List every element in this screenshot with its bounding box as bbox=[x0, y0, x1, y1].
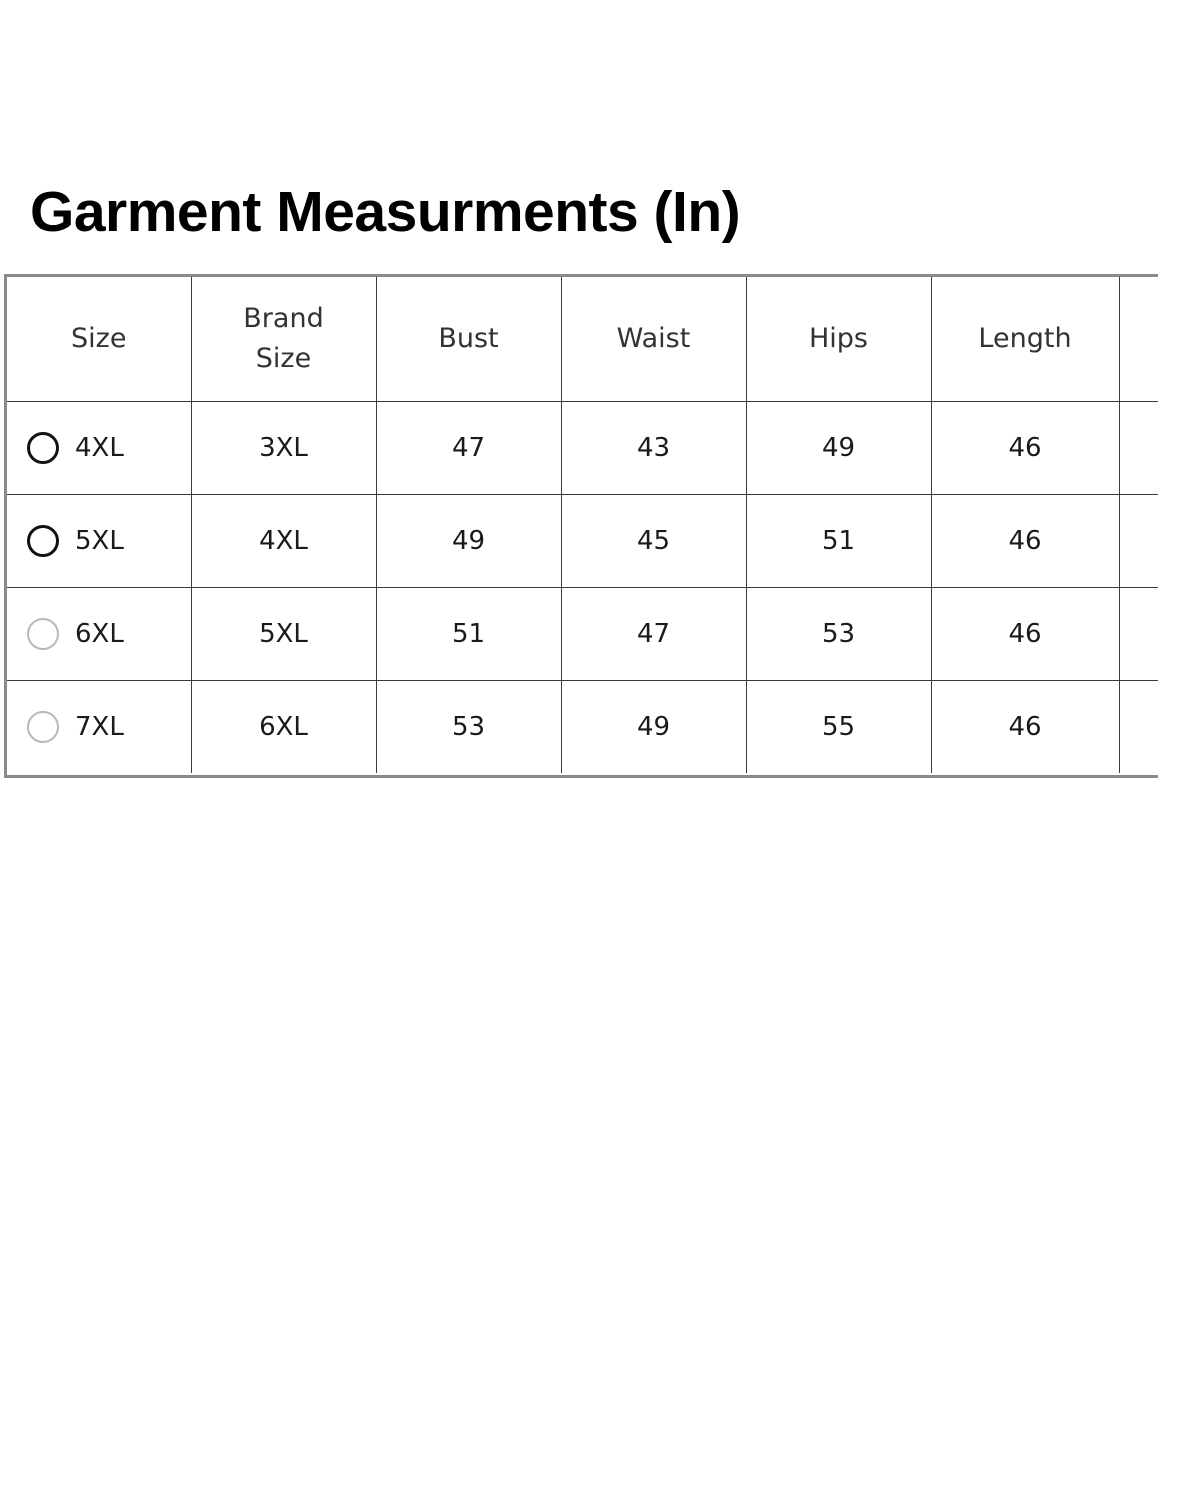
header-brand-size bbox=[191, 277, 376, 402]
header-waist: Waist bbox=[561, 277, 746, 402]
extra-cell bbox=[1119, 402, 1158, 495]
waist-cell: 43 bbox=[561, 402, 746, 495]
extra-cell bbox=[1119, 495, 1158, 588]
hips-cell: 55 bbox=[746, 681, 931, 774]
header-brand-size-label: Brand Size bbox=[243, 303, 324, 374]
size-cell bbox=[7, 681, 191, 774]
extra-cell bbox=[1119, 588, 1158, 681]
header-extra bbox=[1119, 277, 1158, 402]
waist-cell: 45 bbox=[561, 495, 746, 588]
bust-cell: 53 bbox=[376, 681, 561, 774]
length-cell: 46 bbox=[931, 402, 1119, 495]
brand-size-cell: 5XL bbox=[191, 588, 376, 681]
size-cell[interactable] bbox=[7, 495, 191, 588]
waist-cell: 49 bbox=[561, 681, 746, 774]
radio-5xl[interactable] bbox=[27, 525, 59, 557]
page-title: Garment Measurments (In) bbox=[30, 180, 741, 244]
size-label: 4XL bbox=[75, 433, 124, 463]
length-cell: 46 bbox=[931, 495, 1119, 588]
brand-size-cell: 4XL bbox=[191, 495, 376, 588]
length-cell: 46 bbox=[931, 681, 1119, 774]
table-header-row bbox=[7, 277, 1158, 402]
bust-cell: 49 bbox=[376, 495, 561, 588]
size-cell bbox=[7, 588, 191, 681]
hips-cell: 49 bbox=[746, 402, 931, 495]
bust-cell: 51 bbox=[376, 588, 561, 681]
bust-cell: 47 bbox=[376, 402, 561, 495]
waist-cell: 47 bbox=[561, 588, 746, 681]
table-row bbox=[7, 588, 1158, 681]
brand-size-cell: 6XL bbox=[191, 681, 376, 774]
radio-7xl bbox=[27, 711, 59, 743]
size-table bbox=[7, 277, 1158, 773]
radio-4xl[interactable] bbox=[27, 432, 59, 464]
table-row[interactable] bbox=[7, 495, 1158, 588]
extra-cell bbox=[1119, 681, 1158, 774]
table-row[interactable] bbox=[7, 402, 1158, 495]
header-hips: Hips bbox=[746, 277, 931, 402]
size-chart bbox=[4, 274, 1158, 778]
hips-cell: 53 bbox=[746, 588, 931, 681]
size-cell[interactable] bbox=[7, 402, 191, 495]
header-length: Length bbox=[931, 277, 1119, 402]
size-label: 5XL bbox=[75, 526, 124, 556]
radio-6xl bbox=[27, 618, 59, 650]
hips-cell: 51 bbox=[746, 495, 931, 588]
table-row bbox=[7, 681, 1158, 774]
size-label: 7XL bbox=[75, 712, 124, 742]
header-bust: Bust bbox=[376, 277, 561, 402]
length-cell: 46 bbox=[931, 588, 1119, 681]
size-label: 6XL bbox=[75, 619, 124, 649]
brand-size-cell: 3XL bbox=[191, 402, 376, 495]
header-size: Size bbox=[7, 277, 191, 402]
